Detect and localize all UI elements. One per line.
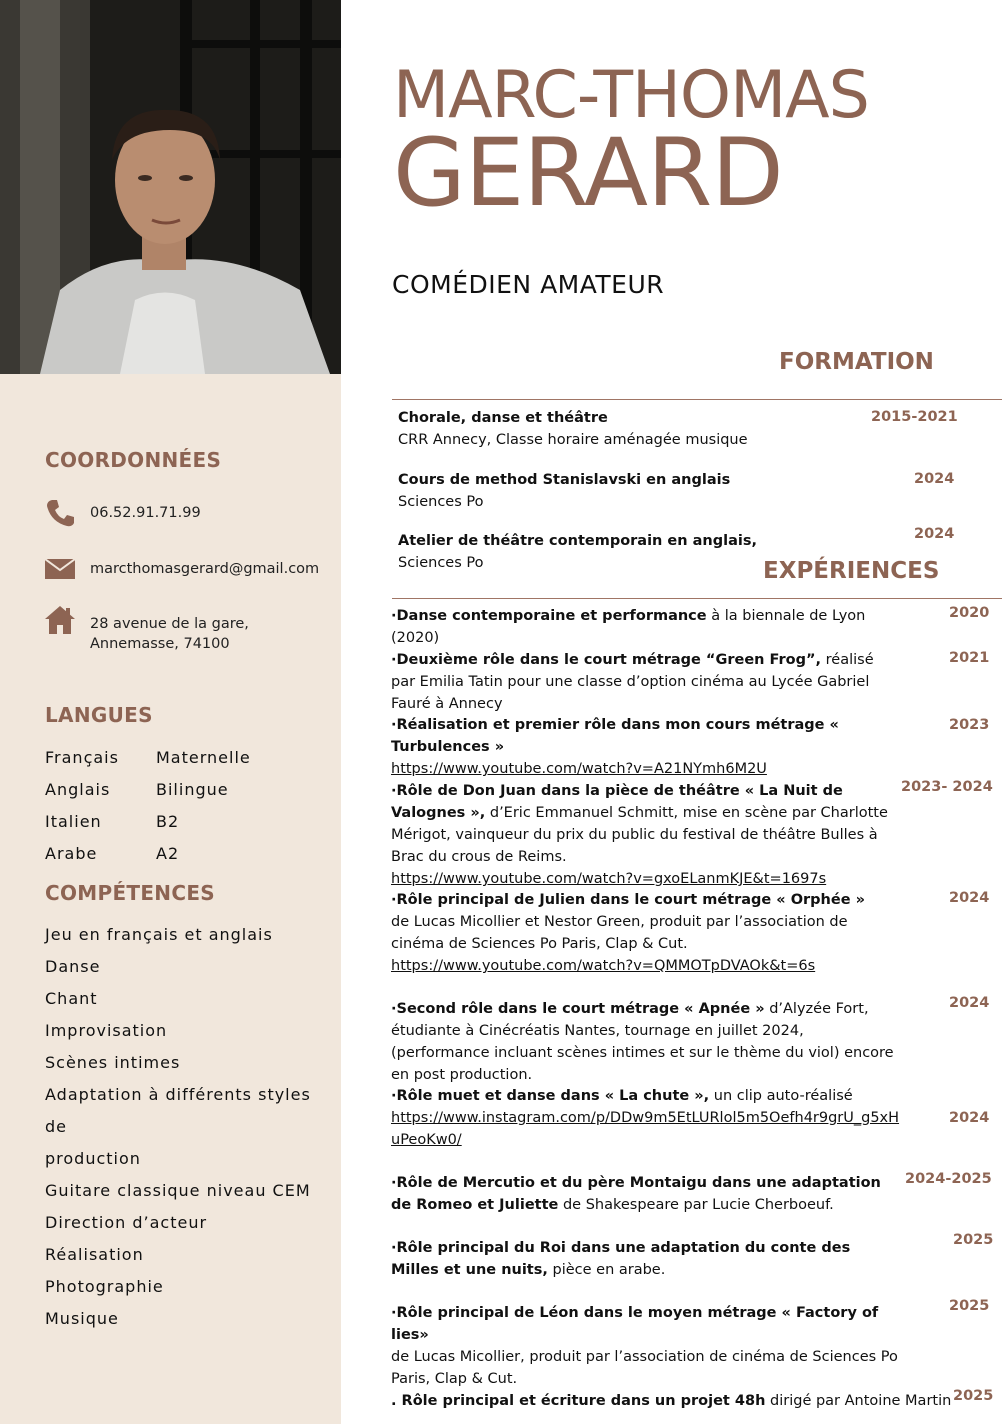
skill-item: Photographie (45, 1277, 164, 1296)
experience-year: 2023 (949, 717, 990, 733)
experience-title: ·Rôle de Mercutio et du père Montaigu dans une adaptation de Romeo et Juliette (391, 1175, 881, 1213)
contact-heading: COORDONNÉES (45, 448, 222, 472)
formation-item (398, 407, 868, 451)
skill-item: Musique (45, 1309, 119, 1328)
skill-item: Direction d’acteur (45, 1213, 208, 1232)
experience-text: d’Alyzée Fort, étudiante à Cinécréatis Nantes, tournage en juillet 2024, (performance incluant scènes intimes et sur le thème du viol) encore en post production. (391, 1001, 894, 1083)
language-row (45, 748, 251, 767)
skill-item: Scènes intimes (45, 1053, 181, 1072)
experience-item (391, 780, 901, 890)
formation-item (398, 530, 758, 574)
experience-text: réalisé par Emilia Tatin pour une classe d’option cinéma au Lycée Gabriel Fauré à Annecy (391, 652, 874, 712)
phone-number[interactable]: 06.52.91.71.99 (90, 505, 201, 521)
skill-item: Jeu en français et anglais (45, 925, 273, 944)
formation-year: 2024 (914, 526, 955, 542)
experience-year: 2023- 2024 (901, 779, 993, 795)
experience-year: 2024 (949, 995, 990, 1011)
language-level: Maternelle (156, 748, 251, 767)
formation-title: Chorale, danse et théâtre (398, 410, 608, 426)
language-name: Italien (45, 812, 102, 831)
experience-year: 2025 (953, 1388, 994, 1404)
skill-item: production (45, 1149, 141, 1168)
experience-title: ·Rôle de Don Juan dans la pièce de théâtre « La Nuit de Valognes », (391, 783, 843, 821)
experience-item (391, 1390, 952, 1412)
experience-item (391, 1172, 901, 1216)
language-row (45, 812, 180, 831)
formation-heading: FORMATION (779, 349, 934, 375)
video-link[interactable]: https://www.youtube.com/watch?v=QMMOTpDVAOk&t=6s (391, 958, 816, 974)
address-line-1: 28 avenue de la gare, (90, 616, 249, 632)
email-address[interactable]: marcthomasgerard@gmail.com (90, 561, 320, 577)
formation-title: Cours de method Stanislavski en anglais (398, 472, 731, 488)
experience-title: ·Danse contemporaine et performance (391, 608, 707, 624)
experience-item (391, 1302, 901, 1390)
experience-text: de Lucas Micollier, produit par l’association de cinéma de Sciences Po Paris, Clap & Cut. (391, 1349, 898, 1387)
formation-detail: Sciences Po (398, 494, 484, 510)
experience-title: ·Second rôle dans le court métrage « Apnée » (391, 1001, 765, 1017)
experience-item (391, 649, 901, 715)
experience-text: un clip auto-réalisé (709, 1088, 853, 1104)
experience-year: 2024-2025 (905, 1171, 992, 1187)
formation-item (398, 469, 868, 513)
experience-year: 2024 (949, 890, 990, 906)
experience-text: d’Eric Emmanuel Schmitt, mise en scène par Charlotte Mérigot, vainqueur du prix du public du festival de théâtre Bulles à Brac du crous de Reims. (391, 805, 888, 865)
language-row (45, 780, 229, 799)
last-name: GERARD (393, 119, 783, 228)
formation-year: 2024 (914, 471, 955, 487)
video-link[interactable]: https://www.youtube.com/watch?v=A21NYmh6M2U (391, 761, 767, 777)
experience-text: de Lucas Micollier et Nestor Green, produit par l’association de cinéma de Sciences Po Paris, Clap & Cut. (391, 914, 848, 952)
formation-detail: Sciences Po (398, 555, 484, 571)
skills-heading: COMPÉTENCES (45, 881, 215, 905)
experience-text: à la biennale de Lyon (2020) (391, 608, 866, 646)
experience-text: pièce en arabe. (547, 1262, 666, 1278)
experience-item (391, 1085, 901, 1151)
address-line-2: Annemasse, 74100 (90, 636, 230, 652)
language-name: Arabe (45, 844, 98, 863)
language-level: A2 (156, 844, 180, 863)
skill-item: Improvisation (45, 1021, 168, 1040)
language-name: Anglais (45, 780, 111, 799)
experience-year: 2020 (949, 605, 990, 621)
languages-heading: LANGUES (45, 703, 153, 727)
experiences-heading: EXPÉRIENCES (763, 558, 940, 584)
first-name: MARC-THOMAS (393, 58, 869, 133)
instagram-link[interactable]: https://www.instagram.com/p/DDw9m5EtLURlol5m5Oefh4r9grU_g5xHuPeoKw0/ (391, 1110, 900, 1148)
experience-item (391, 1237, 901, 1281)
skill-item: Réalisation (45, 1245, 144, 1264)
address (90, 614, 249, 654)
experience-title: ·Rôle principal du Roi dans une adaptation du conte des Milles et une nuits, (391, 1240, 851, 1278)
skills-list (45, 919, 335, 1335)
formation-detail: CRR Annecy, Classe horaire aménagée musique (398, 432, 748, 448)
skill-item: Guitare classique niveau CEM (45, 1181, 311, 1200)
experience-title: . Rôle principal et écriture dans un projet 48h (391, 1393, 766, 1409)
experience-title: ·Rôle principal de Julien dans le court métrage « Orphée » (391, 892, 865, 908)
phone-icon (45, 498, 75, 528)
experience-text: dirigé par Antoine Martin (765, 1393, 952, 1409)
language-level: B2 (156, 812, 180, 831)
skill-item: Chant (45, 989, 98, 1008)
mail-icon (45, 556, 75, 586)
job-title: COMÉDIEN AMATEUR (392, 270, 665, 299)
experience-item (391, 714, 901, 780)
experience-text: de Shakespeare par Lucie Cherboeuf. (558, 1197, 834, 1213)
experience-title: ·Deuxième rôle dans le court métrage “Green Frog”, (391, 652, 822, 668)
formation-title: Atelier de théâtre contemporain en anglais, (398, 533, 757, 549)
language-name: Français (45, 748, 119, 767)
experience-item (391, 889, 901, 977)
experience-item (391, 998, 906, 1086)
experience-title: ·Réalisation et premier rôle dans mon cours métrage « Turbulences » (391, 717, 839, 755)
experience-year: 2025 (949, 1298, 990, 1314)
formation-divider (392, 399, 1002, 400)
language-level: Bilingue (156, 780, 229, 799)
skill-item: Adaptation à différents styles de (45, 1085, 311, 1136)
home-icon (45, 605, 75, 635)
skill-item: Danse (45, 957, 101, 976)
experience-title: ·Rôle principal de Léon dans le moyen métrage « Factory of lies» (391, 1305, 879, 1343)
profile-photo (0, 0, 341, 374)
experience-year: 2024 (949, 1110, 990, 1126)
language-row (45, 844, 180, 863)
experience-year: 2021 (949, 650, 990, 666)
experience-item (391, 605, 901, 649)
experience-year: 2025 (953, 1232, 994, 1248)
video-link[interactable]: https://www.youtube.com/watch?v=gxoELanmKJE&t=1697s (391, 871, 827, 887)
formation-year: 2015-2021 (871, 409, 958, 425)
experience-title: ·Rôle muet et danse dans « La chute », (391, 1088, 710, 1104)
experiences-divider (392, 598, 1002, 599)
